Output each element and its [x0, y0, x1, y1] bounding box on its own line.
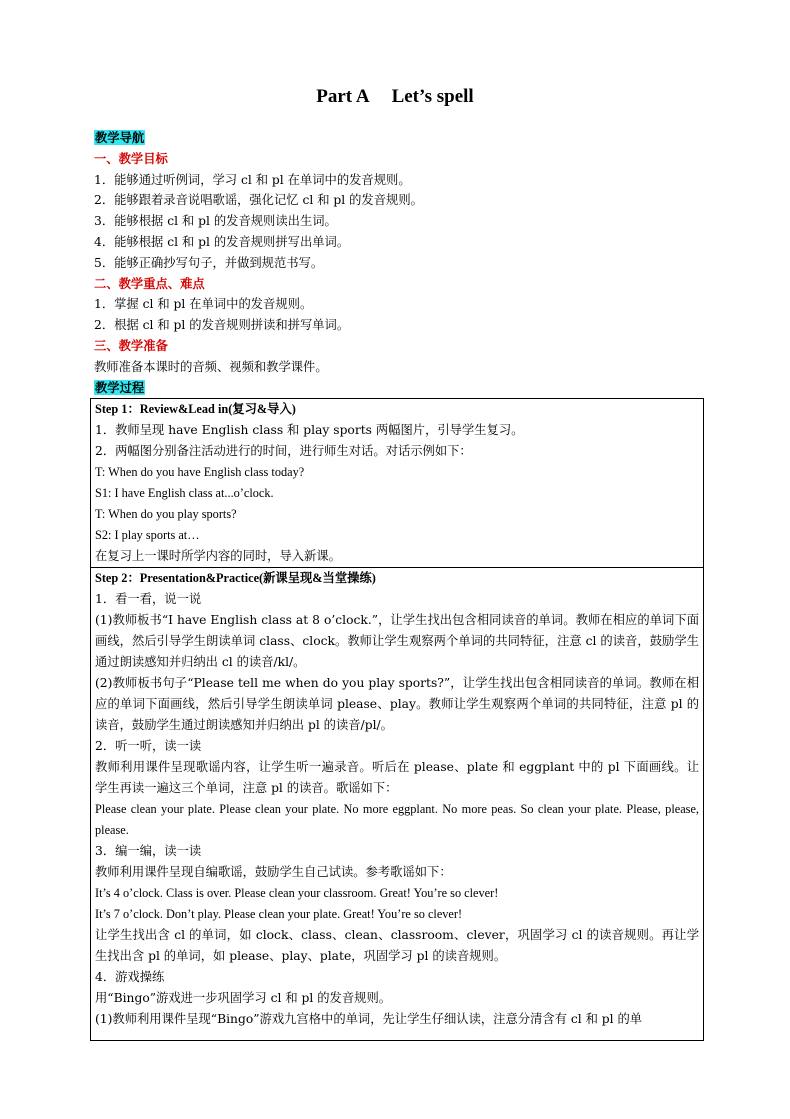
sub2-paragraph: 教师利用课件呈现歌谣内容，让学生听一遍录音。听后在 please、plate 和 eggplant 中的 pl 下面画线。让学生再读一遍这三个单词，注意 pl 的读音。歌谣如下：	[95, 760, 699, 795]
sub3-paragraph: 让学生找出含 cl 的单词，如 clock、class、clean、classroom、clever，巩固学习 cl 的读音规则。再让学生找出含 pl 的单词，如 please、play、plate，巩固学习 pl 的读音规则。	[95, 928, 699, 963]
step2-title: Step 2：Presentation&Practice(新课呈现&当堂操练)	[95, 571, 376, 585]
objectives-heading: 一、教学目标	[94, 150, 168, 166]
step2-cell	[91, 568, 704, 1041]
key-point-item: 2．根据 cl 和 pl 的发音规则拼读和拼写单词。	[94, 318, 350, 333]
step1-line: 1．教师呈现 have English class 和 play sports 两幅图片，引导学生复习。	[95, 423, 524, 437]
sub2-chant: Please clean your plate. Please clean your plate. No more eggplant. No more peas. So clean your plate. Please, please, please.	[95, 802, 699, 837]
process-table	[90, 398, 704, 1041]
sub3-paragraph: 教师利用课件呈现自编歌谣，鼓励学生自己试读。参考歌谣如下：	[95, 865, 452, 879]
key-point-item: 1．掌握 cl 和 pl 在单词中的发音规则。	[94, 297, 313, 312]
guide-label: 教学导航	[95, 130, 145, 145]
sub3-chant: It’s 7 o’clock. Don’t play. Please clean your plate. Great! You’re so clever!	[95, 907, 463, 921]
sub2-heading: 2．听一听，读一读	[95, 739, 202, 753]
dialogue-line: S2: I play sports at…	[95, 528, 200, 542]
preparation-heading: 三、教学准备	[94, 337, 168, 353]
objective-item: 5．能够正确抄写句子，并做到规范书写。	[94, 255, 324, 270]
sub4-heading: 4．游戏操练	[95, 970, 165, 984]
sub4-paragraph: 用“Bingo”游戏进一步巩固学习 cl 和 pl 的发音规则。	[95, 991, 392, 1005]
step1-title: Step 1：Review&Lead in(复习&导入)	[95, 402, 296, 416]
sub3-chant: It’s 4 o’clock. Class is over. Please clean your classroom. Great! You’re so clever!	[95, 886, 499, 900]
sub1-heading: 1．看一看，说一说	[95, 592, 202, 606]
preparation-text: 教师准备本课时的音频、视频和教学课件。	[94, 359, 328, 374]
dialogue-line: S1: I have English class at...o’clock.	[95, 486, 274, 500]
title-part: Part A	[316, 86, 370, 107]
process-label: 教学过程	[95, 379, 145, 395]
step1-row	[91, 399, 704, 568]
objective-item: 4．能够根据 cl 和 pl 的发音规则拼写出单词。	[94, 234, 350, 249]
dialogue-line: T: When do you play sports?	[95, 507, 237, 521]
step1-closing: 在复习上一课时所学内容的同时，导入新课。	[95, 549, 341, 563]
objective-item: 1．能够通过听例词，学习 cl 和 pl 在单词中的发音规则。	[94, 172, 411, 187]
title-name: Let’s spell	[391, 86, 474, 107]
sub4-paragraph: (1)教师利用课件呈现“Bingo”游戏九宫格中的单词，先让学生仔细认读，注意分清含有 cl 和 pl 的单	[95, 1012, 643, 1026]
step1-cell	[91, 399, 704, 568]
step1-line: 2．两幅图分别备注活动进行的时间，进行师生对话。对话示例如下：	[95, 444, 472, 458]
intro-section	[94, 128, 704, 398]
objective-item: 2．能够跟着录音说唱歌谣，强化记忆 cl 和 pl 的发音规则。	[94, 193, 423, 208]
step2-row	[91, 568, 704, 1041]
dialogue-line: T: When do you have English class today?	[95, 465, 305, 479]
key-points-heading: 二、教学重点、难点	[94, 275, 205, 291]
sub1-paragraph: (2)教师板书句子“Please tell me when do you play sports?”，让学生找出包含相同读音的单词。教师在相应的单词下面画线，然后引导学生朗读单词 please、play。教师让学生观察两个单词的共同特征，注意 pl 的读音，鼓励学生通过朗读感知并归纳出 pl 的读音/pl/。	[95, 676, 699, 732]
page-title	[0, 86, 790, 108]
objective-item: 3．能够根据 cl 和 pl 的发音规则读出生词。	[94, 214, 337, 229]
sub1-paragraph: (1)教师板书“I have English class at 8 o’clock.”，让学生找出包含相同读音的单词。教师在相应的单词下面画线，然后引导学生朗读单词 class、clock。教师让学生观察两个单词的共同特征，注意 cl 的读音，鼓励学生通过朗读感知并归纳出 cl 的读音/kl/。	[95, 613, 699, 669]
sub3-heading: 3．编一编，读一读	[95, 844, 202, 858]
